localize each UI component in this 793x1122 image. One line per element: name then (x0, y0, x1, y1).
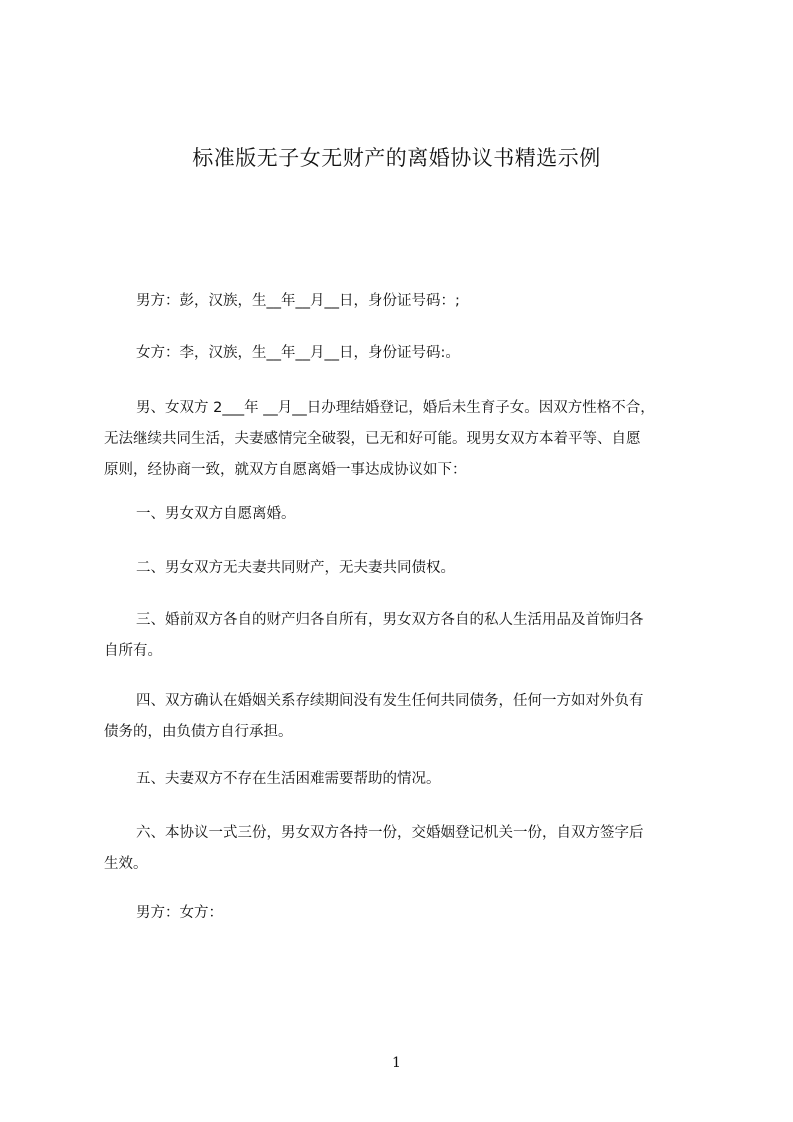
intro-paragraph (104, 393, 704, 486)
clause-5-text: 五、夫妻双方不存在生活困难需要帮助的情况。 (136, 771, 441, 787)
clause-1 (104, 499, 704, 530)
clause-4-line: 债务的，由负债方自行承担。 (104, 724, 293, 740)
signature-text: 男方：女方： (136, 905, 223, 921)
clause-6-line: 六、本协议一式三份，男女双方各持一份，交婚姻登记机关一份，自双方签字后 (136, 825, 644, 841)
party-female-line (104, 338, 704, 369)
clause-3-line: 自所有。 (104, 643, 162, 659)
clause-6 (104, 818, 704, 880)
clause-5 (104, 764, 704, 795)
clause-3 (104, 605, 704, 667)
clause-2 (104, 553, 704, 584)
clause-6-line: 生效。 (104, 856, 148, 872)
intro-line: 原则，经协商一致，就双方自愿离婚一事达成协议如下： (104, 462, 467, 478)
clause-4 (104, 686, 704, 748)
clause-4-line: 四、双方确认在婚姻关系存续期间没有发生任何共同债务，任何一方如对外负有 (136, 693, 644, 709)
intro-line: 男、女双方 2___年 __月__日办理结婚登记，婚后未生育子女。因双方性格不合， (136, 400, 655, 416)
party-male-text: 男方：彭，汉族，生__年__月__日，身份证号码：; (136, 293, 460, 309)
signature-line (104, 898, 704, 929)
clause-3-line: 三、婚前双方各自的财产归各自所有，男女双方各自的私人生活用品及首饰归各 (136, 612, 644, 628)
document-title: 标准版无子女无财产的离婚协议书精选示例 (192, 146, 601, 170)
party-female-text: 女方：李，汉族，生__年__月__日，身份证号码:。 (136, 345, 460, 361)
party-male-line (104, 286, 704, 317)
clause-1-text: 一、男女双方自愿离婚。 (136, 506, 296, 522)
intro-line: 无法继续共同生活，夫妻感情完全破裂，已无和好可能。现男女双方本着平等、自愿 (104, 431, 641, 447)
page-number: 1 (392, 1055, 401, 1071)
clause-2-text: 二、男女双方无夫妻共同财产，无夫妻共同债权。 (136, 560, 455, 576)
